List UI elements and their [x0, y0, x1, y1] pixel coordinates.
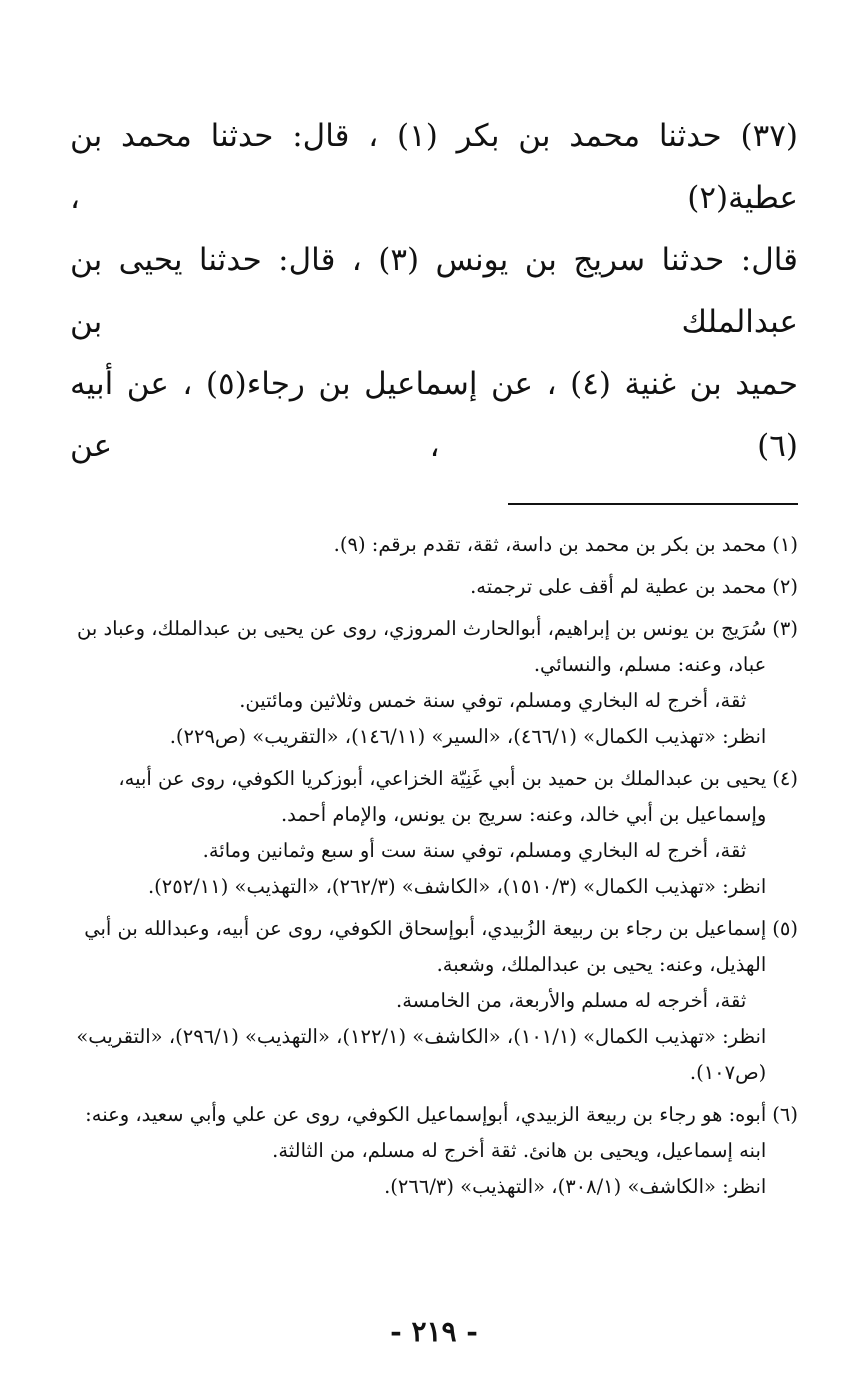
footnote-references: انظر: «تهذيب الكمال» (١٥١٠/٣)، «الكاشف» (٢٦٢/٣)، «التهذيب» (٢٥٢/١١).	[147, 875, 767, 898]
footnote-1	[70, 527, 798, 563]
footnote-references: انظر: «الكاشف» (٣٠٨/١)، «التهذيب» (٢٦٦/٣).	[384, 1175, 767, 1198]
footnote-label: (٣)	[772, 617, 798, 640]
footnote-6	[70, 1097, 798, 1205]
footnote-label: (٤)	[772, 767, 798, 790]
footnote-references: انظر: «تهذيب الكمال» (٤٦٦/١)، «السير» (١٤٦/١١)، «التقريب» (ص٢٢٩).	[169, 725, 767, 748]
footnote-5	[70, 911, 798, 1091]
footnote-separator	[508, 503, 798, 505]
footnote-2	[70, 569, 798, 605]
page-content	[70, 105, 798, 1211]
footnote-4	[70, 761, 798, 905]
footnote-grade: ثقة، أخرج له البخاري ومسلم، توفي سنة خمس وثلاثين ومائتين.	[239, 689, 747, 712]
hadith-line-3: حميد بن غنية (٤) ، عن إسماعيل بن رجاء(٥) ، عن أبيه (٦) ، عن	[70, 366, 798, 464]
footnote-text: إسماعيل بن رجاء بن ربيعة الزُبيدي، أبوإسحاق الكوفي، روى عن أبيه، وعبدالله بن أبي الهذيل، وعنه: يحيى بن عبدالملك، وشعبة.	[84, 917, 767, 976]
footnote-label: (١)	[772, 533, 798, 556]
footnote-grade: ثقة، أخرج له البخاري ومسلم، توفي سنة ست أو سبع وثمانين ومائة.	[202, 839, 747, 862]
footnote-label: (٦)	[772, 1103, 798, 1126]
hadith-line-2: قال: حدثنا سريج بن يونس (٣) ، قال: حدثنا يحيى بن عبدالملك بن	[70, 242, 798, 340]
hadith-line-1: (٣٧) حدثنا محمد بن بكر (١) ، قال: حدثنا محمد بن عطية(٢) ،	[70, 118, 798, 216]
footnote-text: سُرَيج بن يونس بن إبراهيم، أبوالحارث المروزي، روى عن يحيى بن عبدالملك، وعباد بن عباد، وعنه: مسلم، والنسائي.	[77, 617, 767, 676]
hadith-text	[70, 105, 798, 477]
footnote-text: يحيى بن عبدالملك بن حميد بن أبي غَنِيّة الخزاعي، أبوزكريا الكوفي، روى عن أبيه، وإسماعيل بن أبي خالد، وعنه: سريج بن يونس، والإمام أحمد.	[118, 767, 767, 826]
footnote-grade: ثقة، أخرجه له مسلم والأربعة، من الخامسة.	[396, 989, 747, 1012]
page-number: - ٢١٩ -	[390, 1315, 478, 1348]
footnote-text: محمد بن عطية لم أقف على ترجمته.	[470, 575, 767, 598]
footnote-references: انظر: «تهذيب الكمال» (١٠١/١)، «الكاشف» (١٢٢/١)، «التهذيب» (٢٩٦/١)، «التقريب» (ص١٠٧).	[76, 1025, 767, 1084]
footnote-label: (٥)	[772, 917, 798, 940]
footnote-label: (٢)	[772, 575, 798, 598]
footnote-text: أبوه: هو رجاء بن ربيعة الزبيدي، أبوإسماعيل الكوفي، روى عن علي وأبي سعيد، وعنه: ابنه إسماعيل، ويحيى بن هانئ. ثقة أخرج له مسلم، من الثالثة.	[85, 1103, 767, 1162]
footnote-text: محمد بن بكر بن محمد بن داسة، ثقة، تقدم برقم: (٩).	[333, 533, 767, 556]
footnote-3	[70, 611, 798, 755]
